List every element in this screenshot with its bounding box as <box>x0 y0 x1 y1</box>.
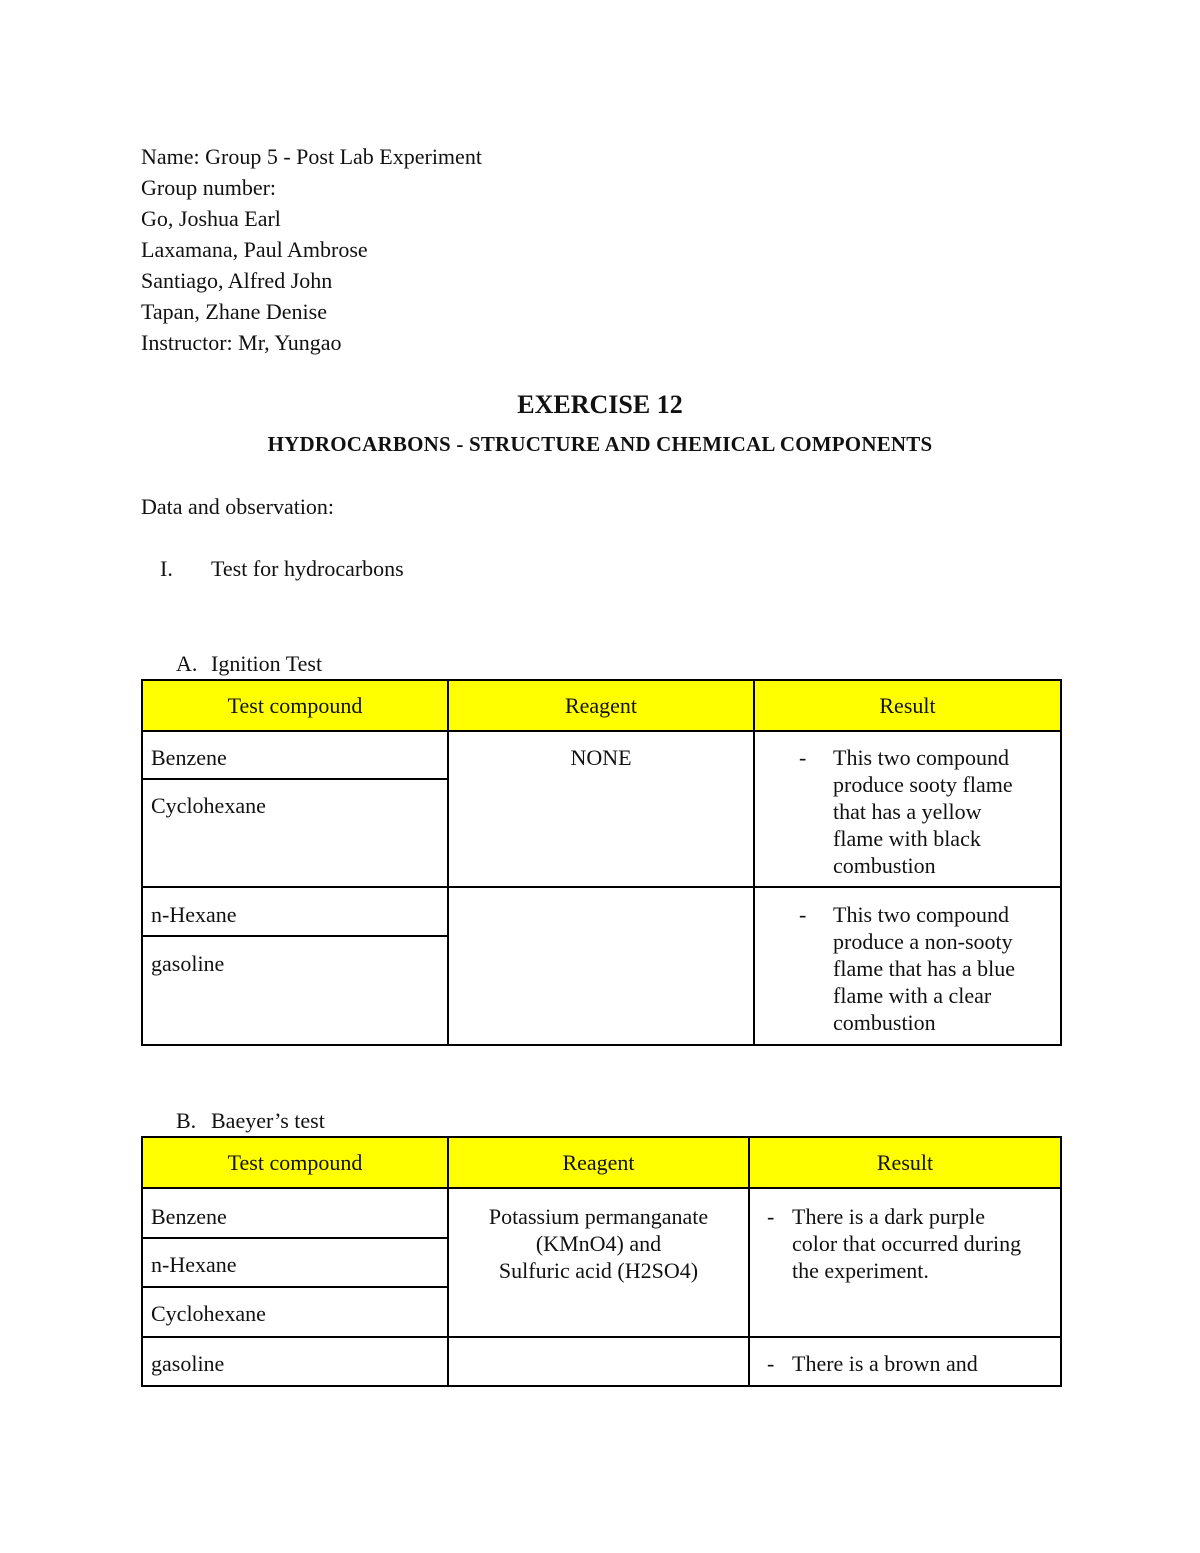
reagent-cell: NONE <box>570 745 632 770</box>
result-line: that has a yellow <box>833 799 982 824</box>
result-text <box>792 1350 978 1377</box>
baeyer-table <box>141 1136 1062 1387</box>
result-line: combustion <box>833 853 936 878</box>
compound-cell: Cyclohexane <box>151 1301 266 1326</box>
result-line: flame with a clear <box>833 983 992 1008</box>
result-line: produce a non-sooty <box>833 929 1013 954</box>
member-name: Tapan, Zhane Denise <box>141 299 327 324</box>
row-divider <box>143 1336 1060 1338</box>
ignition-number: A. <box>176 651 198 676</box>
compound-cell: Benzene <box>151 745 227 770</box>
ignition-table <box>141 679 1062 1046</box>
row-divider <box>143 1286 447 1288</box>
reagent-line: Potassium permanganate <box>488 1204 709 1229</box>
result-line: the experiment. <box>792 1258 929 1283</box>
compound-cell: Benzene <box>151 1204 227 1229</box>
data-observation-label: Data and observation: <box>141 494 335 519</box>
compound-cell: Cyclohexane <box>151 793 266 818</box>
result-bullet: - <box>767 1204 775 1229</box>
column-divider <box>748 1138 750 1385</box>
result-line: produce sooty flame <box>833 772 1013 797</box>
reagent-line: (KMnO4) and <box>535 1231 662 1256</box>
result-line: flame that has a blue <box>833 956 1016 981</box>
result-line: flame with black <box>833 826 981 851</box>
result-line: This two compound <box>833 902 1009 927</box>
result-text <box>833 901 1015 1036</box>
row-divider <box>143 730 1060 732</box>
result-line: This two compound <box>833 745 1009 770</box>
exercise-subtitle: HYDROCARBONS - STRUCTURE AND CHEMICAL COMPONENTS <box>267 432 933 456</box>
reagent-cell <box>449 1203 748 1284</box>
group-number-line: Group number: <box>141 175 277 200</box>
name-line: Name: Group 5 - Post Lab Experiment <box>141 144 482 169</box>
row-divider <box>143 1237 447 1239</box>
member-name: Go, Joshua Earl <box>141 206 281 231</box>
table-header-cell: Result <box>750 1138 1060 1187</box>
reagent-line: Sulfuric acid (H2SO4) <box>498 1258 699 1283</box>
result-text <box>833 744 1013 879</box>
result-line: color that occurred during <box>792 1231 1022 1256</box>
compound-cell: gasoline <box>151 951 225 976</box>
row-divider <box>143 778 447 780</box>
table-header-cell: Test compound <box>143 681 447 730</box>
table-header-cell: Result <box>755 681 1060 730</box>
result-line: There is a brown and <box>792 1351 978 1376</box>
row-divider <box>143 1187 1060 1189</box>
table-header-cell: Reagent <box>449 1138 748 1187</box>
compound-cell: gasoline <box>151 1351 225 1376</box>
member-name: Laxamana, Paul Ambrose <box>141 237 368 262</box>
result-bullet: - <box>799 745 807 770</box>
member-name: Santiago, Alfred John <box>141 268 333 293</box>
result-bullet: - <box>767 1351 775 1376</box>
table-header-cell: Test compound <box>143 1138 447 1187</box>
result-line: There is a dark purple <box>792 1204 986 1229</box>
compound-cell: n-Hexane <box>151 1252 237 1277</box>
section-number: I. <box>160 556 173 581</box>
row-divider <box>143 886 1060 888</box>
exercise-title: EXERCISE 12 <box>517 390 683 419</box>
column-divider <box>753 681 755 1044</box>
row-divider <box>143 935 447 937</box>
result-bullet: - <box>799 902 807 927</box>
instructor-line: Instructor: Mr, Yungao <box>141 330 342 355</box>
section-label: Test for hydrocarbons <box>211 556 404 581</box>
header-block <box>141 141 482 358</box>
ignition-label: Ignition Test <box>211 651 323 676</box>
compound-cell: n-Hexane <box>151 902 237 927</box>
baeyer-number: B. <box>176 1108 197 1133</box>
result-line: combustion <box>833 1010 936 1035</box>
column-divider <box>447 681 449 1044</box>
result-text <box>792 1203 1021 1284</box>
baeyer-label: Baeyer’s test <box>211 1108 325 1133</box>
table-header-cell: Reagent <box>449 681 753 730</box>
